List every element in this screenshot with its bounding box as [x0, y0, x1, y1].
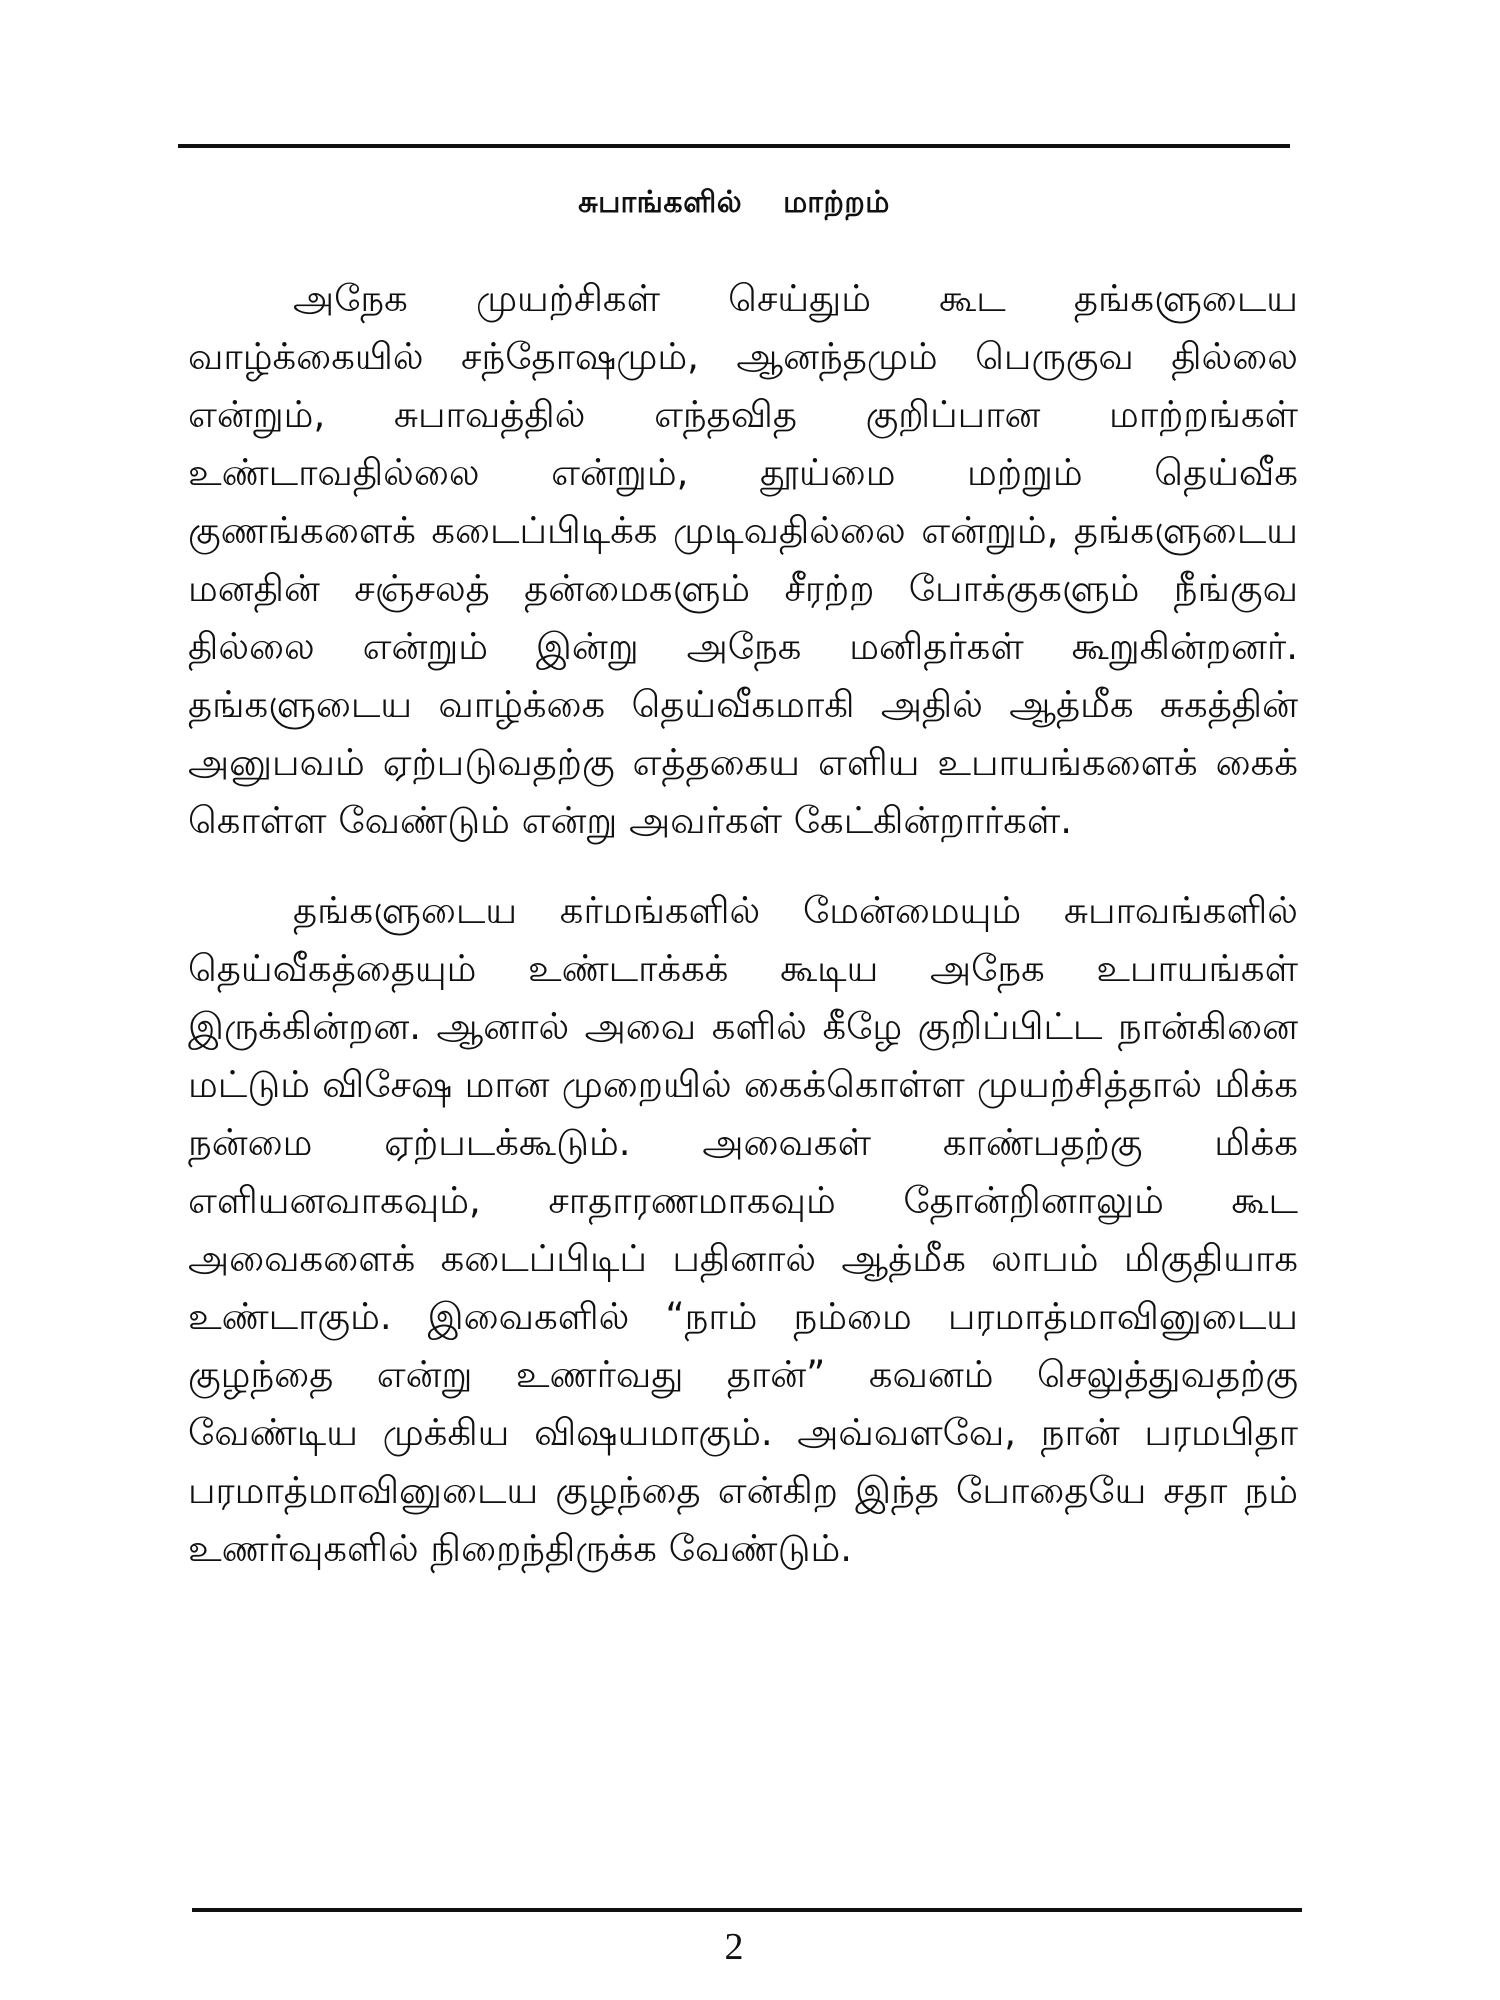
bottom-rule — [192, 1908, 1302, 1912]
top-rule — [178, 144, 1290, 148]
paragraph: அநேக முயற்சிகள் செய்தும் கூட தங்களுடைய வாழ்க்கையில் சந்தோஷமும், ஆனந்தமும் பெருகுவ தில்லை என்றும், சுபாவத்தில் எந்தவித குறிப்பான மாற்றங்கள் உண்டாவதில்லை என்றும், தூய்மை மற்றும் தெய்வீக குணங்களைக் கடைப்பிடிக்க முடிவதில்லை என்றும், தங்களுடைய மனதின் சஞ்சலத் தன்மைகளும் சீரற்ற போக்குகளும் நீங்குவ தில்லை என்றும் இன்று அநேக மனிதர்கள் கூறுகின்றனர். தங்களுடைய வாழ்க்கை தெய்வீகமாகி அதில் ஆத்மீக சுகத்தின் அனுபவம் ஏற்படுவதற்கு எத்தகைய எளிய உபாயங்களைக் கைக் கொள்ள வேண்டும் என்று அவர்கள் கேட்கின்றார்கள். — [188, 277, 1298, 842]
page-number: 2 — [724, 1926, 744, 1968]
body-text — [188, 270, 1298, 1578]
paragraph: தங்களுடைய கர்மங்களில் மேன்மையும் சுபாவங்களில் தெய்வீகத்தையும் உண்டாக்கக் கூடிய அநேக உபாயங்கள் இருக்கின்றன. ஆனால் அவை களில் கீழே குறிப்பிட்ட நான்கினை மட்டும் விசேஷ மான முறையில் கைக்கொள்ள முயற்சித்தால் மிக்க நன்மை ஏற்படக்கூடும். அவைகள் காண்பதற்கு மிக்க எளியனவாகவும், சாதாரணமாகவும் தோன்றினாலும் கூட அவைகளைக் கடைப்பிடிப் பதினால் ஆத்மீக லாபம் மிகுதியாக உண்டாகும். இவைகளில் “நாம் நம்மை பரமாத்மாவினுடைய குழந்தை என்று உணர்வது தான்” கவனம் செலுத்துவதற்கு வேண்டிய முக்கிய விஷயமாகும். அவ்வளவே, நான் பரமபிதா பரமாத்மாவினுடைய குழந்தை என்கிற இந்த போதையே சதா நம் உணர்வுகளில் நிறைந்திருக்க வேண்டும். — [188, 889, 1298, 1570]
page-title: சுபாங்களில் மாற்றம் — [578, 185, 890, 220]
